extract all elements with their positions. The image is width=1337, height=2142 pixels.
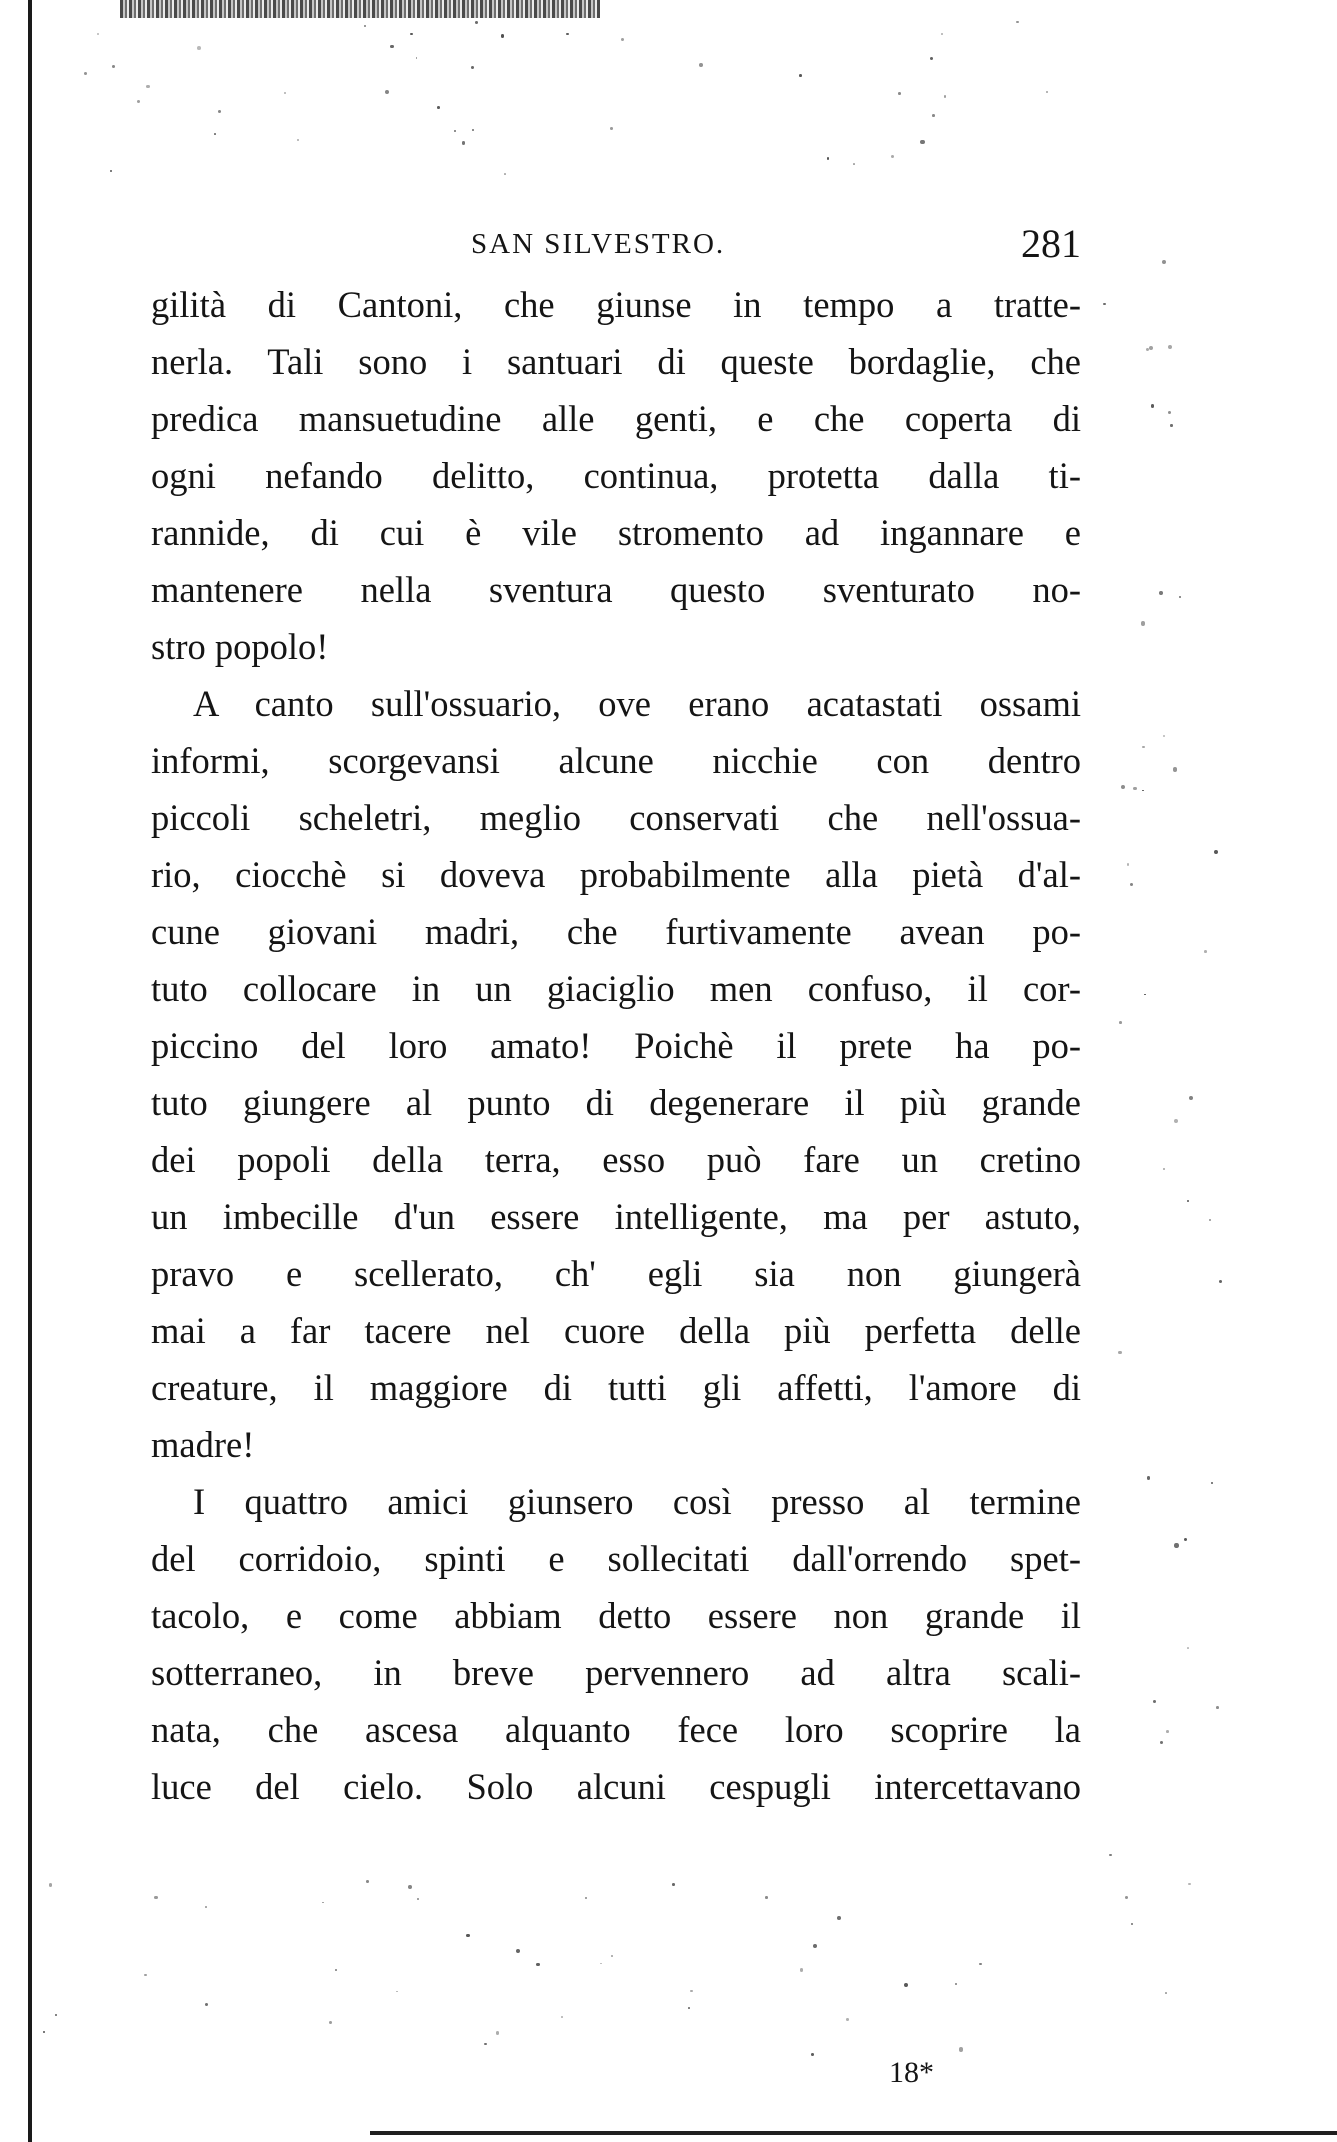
scan-speck [1119, 1021, 1122, 1024]
scan-speck [1188, 1883, 1190, 1885]
text-line: I quattro amici giunsero così presso al termine [193, 1481, 1081, 1522]
scan-speck [55, 2014, 57, 2016]
book-page [151, 218, 1081, 2089]
scan-speck [462, 141, 465, 144]
scan-speck [205, 2003, 208, 2006]
scan-speck [1173, 767, 1177, 771]
scan-speck [1046, 91, 1048, 93]
scan-speck [1121, 785, 1125, 789]
scan-speck [1146, 348, 1149, 351]
scan-speck [408, 1885, 412, 1889]
scan-speck [1149, 346, 1153, 350]
scan-speck [49, 1883, 52, 1886]
scan-speck [1214, 850, 1218, 854]
scan-speck [297, 139, 299, 141]
scan-speck [437, 106, 440, 109]
scan-bottom-rule [370, 2131, 1337, 2135]
scan-speck [688, 2007, 690, 2009]
scan-speck [846, 2018, 849, 2021]
scan-speck [1187, 1200, 1189, 1202]
scan-speck [561, 2016, 563, 2018]
scan-speck [1142, 746, 1144, 748]
scan-speck [1153, 1700, 1156, 1703]
scan-speck [904, 1983, 908, 1987]
text-line: tuto collocare in un giaciglio men confuso, il cor- [151, 968, 1081, 1009]
scan-speck [322, 1902, 324, 1904]
scan-speck [1209, 1219, 1211, 1221]
scan-speck [699, 63, 703, 67]
scan-speck [1165, 1992, 1167, 1994]
scan-speck [611, 1955, 613, 1957]
scan-speck [97, 33, 99, 35]
scan-speck [154, 1896, 157, 1899]
scan-speck [284, 92, 286, 94]
scan-speck [566, 33, 569, 36]
text-line: un imbecille d'un essere intelligente, ma per astuto, [151, 1196, 1081, 1237]
scan-speck [585, 1897, 587, 1899]
scan-speck [799, 74, 802, 77]
scan-speck [932, 114, 935, 117]
text-line: tacolo, e come abbiam detto essere non grande il [151, 1595, 1081, 1636]
scan-speck [218, 110, 222, 114]
scan-speck [536, 1963, 539, 1966]
scan-speck [1160, 1741, 1163, 1744]
text-line: sotterraneo, in breve pervennero ad altra scali- [151, 1652, 1081, 1693]
text-line: gilità di Cantoni, che giunse in tempo a tratte- [151, 284, 1081, 325]
text-line: rio, ciocchè si doveva probabilmente alla pietà d'al- [151, 854, 1081, 895]
scan-speck [853, 163, 855, 165]
scan-speck [516, 1949, 520, 1953]
scan-speck [920, 140, 924, 144]
scan-speck [979, 1963, 981, 1965]
scan-speck [475, 21, 478, 24]
scan-speck [959, 2047, 963, 2051]
scan-speck [1151, 404, 1154, 407]
text-line: mai a far tacere nel cuore della più perfetta delle [151, 1310, 1081, 1351]
scan-speck [144, 1974, 147, 1977]
scan-top-edge [120, 0, 600, 18]
text-line: A canto sull'ossuario, ove erano acatastati ossami [193, 683, 1081, 724]
scan-speck [621, 38, 624, 41]
scan-speck [600, 1963, 602, 1965]
scan-speck [1141, 621, 1145, 625]
text-line: rannide, di cui è vile stromento ad ingannare e [151, 512, 1081, 553]
scan-speck [1166, 1730, 1169, 1733]
scan-speck [827, 157, 829, 159]
scan-speck [891, 155, 894, 158]
scan-speck [1131, 1923, 1133, 1925]
scan-speck [1179, 596, 1181, 598]
scan-speck [197, 46, 201, 50]
page-number: 281 [1021, 221, 1081, 266]
scan-speck [1118, 1351, 1121, 1354]
scan-speck [610, 127, 613, 130]
scan-speck [1103, 303, 1105, 305]
scan-speck [941, 33, 943, 35]
scan-speck [472, 129, 474, 131]
text-line: del corridoio, spinti e sollecitati dall'orrendo spet- [151, 1538, 1081, 1579]
scan-speck [930, 57, 933, 60]
scan-speck [1125, 1896, 1128, 1899]
scan-speck [364, 25, 366, 27]
scan-speck [335, 1969, 337, 1971]
text-line: ogni nefando delitto, continua, protetta dalla ti- [151, 455, 1081, 496]
scan-speck [800, 1968, 803, 1971]
scan-speck [690, 1990, 692, 1992]
scan-speck [454, 130, 456, 132]
scan-speck [501, 34, 504, 37]
scan-speck [1219, 1280, 1222, 1283]
signature-mark: 18* [889, 2056, 934, 2089]
scan-speck [1163, 1168, 1165, 1170]
scan-speck [146, 85, 149, 88]
scan-speck [1130, 883, 1133, 886]
scan-speck [672, 1883, 675, 1886]
text-line: pravo e scellerato, ch' egli sia non giungerà [151, 1253, 1081, 1294]
scan-speck [43, 2031, 45, 2033]
scan-speck [1174, 1543, 1178, 1547]
text-line: nata, che ascesa alquanto fece loro scoprire la [151, 1709, 1081, 1750]
scan-speck [84, 72, 87, 75]
text-line: piccino del loro amato! Poichè il prete ha po- [151, 1025, 1081, 1066]
scan-speck [112, 65, 115, 68]
text-line: dei popoli della terra, esso può fare un cretino [151, 1139, 1081, 1180]
scan-left-edge [0, 0, 30, 2142]
scan-speck [110, 170, 112, 172]
text-line: piccoli scheletri, meglio conservati che nell'ossua- [151, 797, 1081, 838]
scan-speck [955, 1983, 957, 1985]
scan-speck [1016, 21, 1018, 23]
scan-speck [496, 2031, 499, 2034]
scan-speck [396, 1991, 398, 1993]
scan-speck [205, 1906, 207, 1908]
scan-speck [471, 66, 474, 69]
scan-speck [765, 1896, 768, 1899]
scan-speck [504, 173, 506, 175]
scan-speck [416, 57, 418, 59]
scan-speck [1211, 1482, 1214, 1485]
scan-speck [944, 95, 946, 97]
scan-speck [366, 1880, 369, 1883]
text-line: tuto giungere al punto di degenerare il più grande [151, 1082, 1081, 1123]
scan-speck [1168, 345, 1172, 349]
text-line: informi, scorgevansi alcune nicchie con dentro [151, 740, 1081, 781]
scan-speck [1159, 591, 1163, 595]
scan-speck [898, 92, 901, 95]
scan-speck [1170, 424, 1172, 426]
scan-speck [1144, 994, 1146, 996]
text-line: stro popolo! [151, 626, 329, 667]
text-line: madre! [151, 1424, 255, 1465]
scan-speck [1204, 950, 1207, 953]
scan-speck [1147, 1476, 1150, 1479]
scan-speck [1133, 787, 1136, 790]
scan-speck [417, 1898, 419, 1900]
scan-speck [137, 100, 140, 103]
scan-speck [1187, 1647, 1189, 1649]
scan-speck [214, 133, 216, 135]
scan-speck [385, 90, 389, 94]
text-line: cune giovani madri, che furtivamente avean po- [151, 911, 1081, 952]
scan-speck [1142, 790, 1144, 792]
scan-speck [1163, 735, 1165, 737]
scan-speck [329, 2021, 332, 2024]
scan-speck [837, 1916, 841, 1920]
scan-speck [1162, 260, 1166, 264]
scan-speck [813, 1944, 817, 1948]
text-line: creature, il maggiore di tutti gli affetti, l'amore di [151, 1367, 1081, 1408]
scan-speck [1174, 1119, 1178, 1123]
text-line: luce del cielo. Solo alcuni cespugli intercettavano [151, 1766, 1081, 1807]
scan-speck [811, 2053, 814, 2056]
text-line: nerla. Tali sono i santuari di queste bordaglie, che [151, 341, 1081, 382]
scan-speck [1109, 1854, 1112, 1857]
scan-speck [1189, 1096, 1193, 1100]
scan-speck [410, 33, 413, 36]
scan-speck [1127, 863, 1130, 866]
scan-speck [1168, 411, 1171, 414]
running-head [151, 218, 1081, 276]
scan-speck [484, 2043, 486, 2045]
scan-speck [390, 45, 393, 48]
text-line: mantenere nella sventura questo sventurato no- [151, 569, 1081, 610]
body-text [151, 276, 1081, 1815]
scan-speck [1184, 1538, 1187, 1541]
running-title: SAN SILVESTRO. [471, 228, 726, 260]
scan-speck [1216, 1706, 1219, 1709]
scan-speck [466, 1934, 469, 1937]
text-line: predica mansuetudine alle genti, e che coperta di [151, 398, 1081, 439]
